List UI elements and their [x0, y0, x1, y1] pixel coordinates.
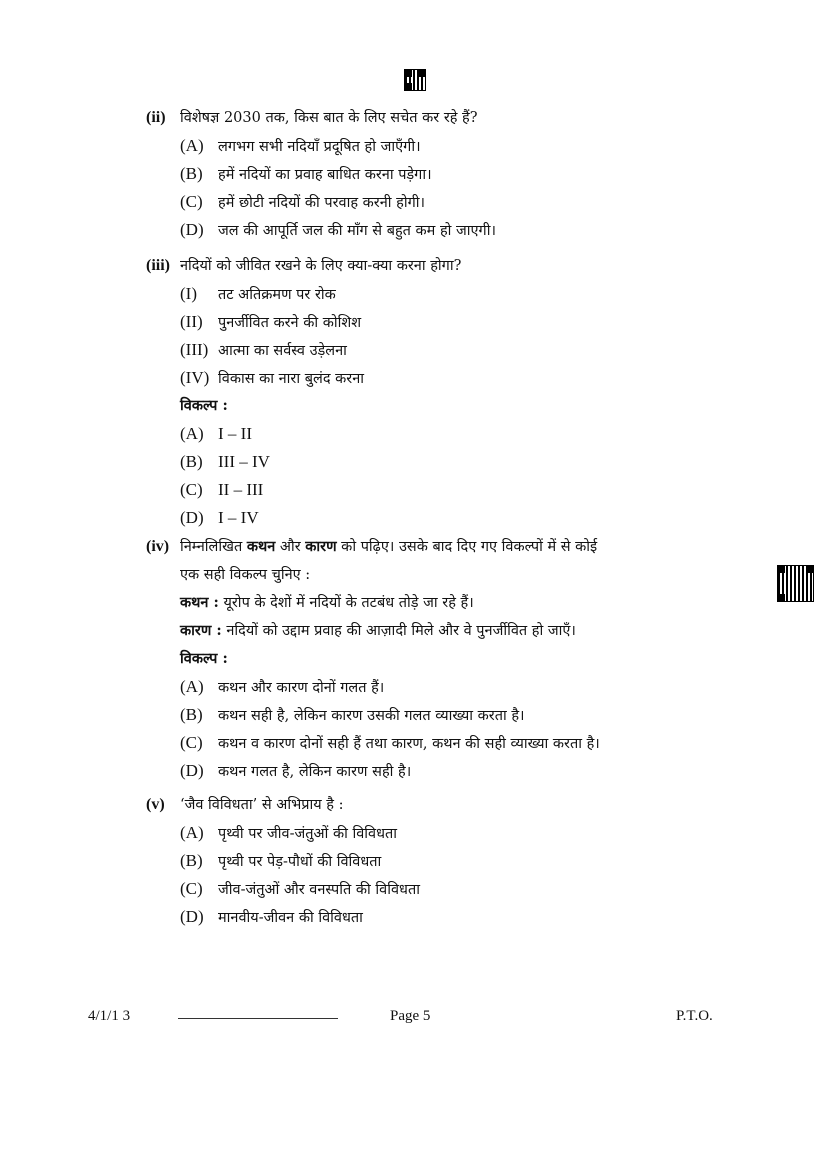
- option-c: [180, 476, 263, 505]
- text-segment: निम्नलिखित: [180, 539, 247, 555]
- option-text: कथन सही है, लेकिन कारण उसकी गलत व्याख्या करता है।: [218, 708, 525, 724]
- statement-i: [180, 280, 336, 309]
- option-text: हमें छोटी नदियों की परवाह करनी होगी।: [218, 195, 425, 211]
- option-text: मानवीय-जीवन की विविधता: [218, 910, 363, 926]
- option-a: [180, 673, 384, 702]
- statement-label: (IV): [180, 368, 210, 387]
- option-text: I – II: [218, 424, 252, 443]
- statement-iii: [180, 336, 347, 365]
- question-number: (iv): [146, 538, 170, 555]
- option-text: कथन व कारण दोनों सही हैं तथा कारण, कथन की सही व्याख्या करता है।: [218, 736, 600, 752]
- reason: [180, 617, 576, 645]
- reason-label: कारण :: [180, 622, 222, 639]
- question-text: ‘जैव विविधता’ से अभिप्राय है :: [180, 797, 344, 813]
- assertion: [180, 589, 474, 617]
- option-text: कथन गलत है, लेकिन कारण सही है।: [218, 764, 412, 780]
- question-text-line-2: एक सही विकल्प चुनिए :: [180, 567, 311, 583]
- option-d: [180, 504, 259, 533]
- option-text: पृथ्वी पर जीव-जंतुओं की विविधता: [218, 826, 398, 842]
- option-label: (C): [180, 192, 203, 211]
- option-text: II – III: [218, 480, 264, 499]
- option-label: (A): [180, 424, 204, 443]
- statement-label: (III): [180, 340, 209, 359]
- option-b: [180, 847, 381, 876]
- option-label: (B): [180, 851, 203, 870]
- text-segment: को पढ़िए। उसके बाद दिए गए विकल्पों में से कोई: [336, 539, 598, 555]
- option-label: (A): [180, 823, 204, 842]
- option-label: (D): [180, 907, 204, 926]
- footer-divider: [178, 1018, 338, 1019]
- assertion-text: यूरोप के देशों में नदियों के तटबंध तोड़े जा रहे हैं।: [218, 595, 474, 611]
- question-text: विशेषज्ञ 2030 तक, किस बात के लिए सचेत कर रहे हैं?: [180, 110, 478, 126]
- option-label: (B): [180, 705, 203, 724]
- option-text: जीव-जंतुओं और वनस्पति की विविधता: [218, 882, 420, 898]
- statement-iv: [180, 364, 364, 393]
- option-label: (B): [180, 452, 203, 471]
- statement-text: विकास का नारा बुलंद करना: [218, 371, 365, 387]
- option-label: (C): [180, 480, 203, 499]
- keyword-reason: कारण: [305, 538, 337, 555]
- option-b: [180, 160, 432, 189]
- option-label: (D): [180, 761, 204, 780]
- option-label: (B): [180, 164, 203, 183]
- keyword-assertion: कथन: [246, 538, 276, 555]
- options-heading: विकल्प :: [180, 650, 228, 667]
- option-d: [180, 903, 363, 932]
- paper-code: 4/1/1 3: [88, 1008, 131, 1024]
- assertion-label: कथन :: [180, 594, 219, 611]
- option-a: [180, 819, 397, 848]
- option-text: पृथ्वी पर पेड़-पौधों की विविधता: [218, 854, 382, 870]
- question-number: (v): [146, 796, 165, 813]
- option-a: [180, 420, 252, 449]
- qr-code-side: [777, 565, 814, 602]
- statement-text: तट अतिक्रमण पर रोक: [218, 287, 336, 303]
- statement-label: (II): [180, 312, 203, 331]
- option-b: [180, 701, 525, 730]
- option-label: (C): [180, 879, 203, 898]
- option-text: लगभग सभी नदियाँ प्रदूषित हो जाएँगी।: [218, 139, 421, 155]
- option-text: हमें नदियों का प्रवाह बाधित करना पड़ेगा।: [218, 167, 432, 183]
- option-text: I – IV: [218, 508, 259, 527]
- option-label: (A): [180, 136, 204, 155]
- statement-ii: [180, 308, 361, 337]
- option-label: (D): [180, 508, 204, 527]
- option-label: (C): [180, 733, 203, 752]
- option-text: जल की आपूर्ति जल की माँग से बहुत कम हो जाएगी।: [218, 223, 496, 239]
- option-text: III – IV: [218, 452, 270, 471]
- qr-code-top: [404, 69, 426, 91]
- text-segment: और: [275, 539, 306, 555]
- option-d: [180, 216, 496, 245]
- statement-text: आत्मा का सर्वस्व उड़ेलना: [218, 343, 347, 359]
- options-heading: विकल्प :: [180, 397, 228, 414]
- statement-text: पुनर्जीवित करने की कोशिश: [218, 315, 362, 331]
- option-label: (D): [180, 220, 204, 239]
- question-number: (iii): [146, 257, 170, 274]
- option-c: [180, 729, 600, 758]
- reason-text: नदियों को उद्दाम प्रवाह की आज़ादी मिले और वे पुनर्जीवित हो जाएँ।: [221, 623, 576, 639]
- option-a: [180, 132, 421, 161]
- question-text: नदियों को जीवित रखने के लिए क्या-क्या करना होगा?: [180, 258, 462, 274]
- option-text: कथन और कारण दोनों गलत हैं।: [218, 680, 385, 696]
- option-label: (A): [180, 677, 204, 696]
- option-b: [180, 448, 270, 477]
- question-number: (ii): [146, 109, 166, 126]
- statement-label: (I): [180, 284, 197, 303]
- pto-label: P.T.O.: [676, 1008, 713, 1024]
- question-text-line-1: [180, 533, 597, 561]
- option-d: [180, 757, 411, 786]
- option-c: [180, 875, 420, 904]
- option-c: [180, 188, 425, 217]
- page-number: Page 5: [390, 1008, 431, 1024]
